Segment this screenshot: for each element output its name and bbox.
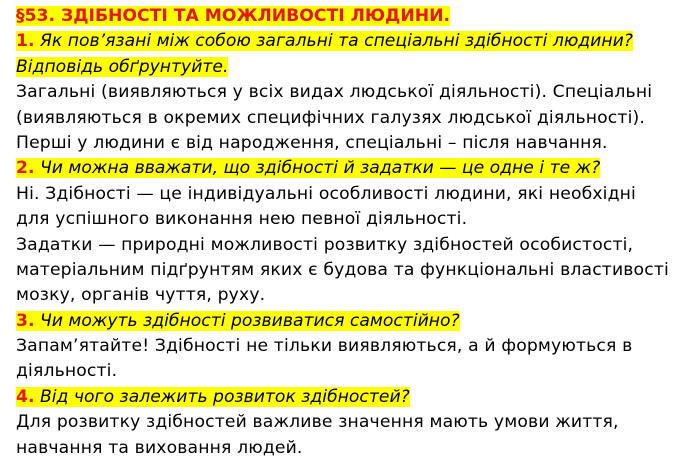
answer-line: Для розвитку здібностей важливе значення мають умови життя,	[16, 412, 619, 433]
question-line	[16, 55, 681, 80]
question-line	[16, 29, 681, 54]
question-highlight	[16, 311, 460, 331]
question-line	[16, 385, 681, 410]
question-block-2	[16, 156, 681, 308]
answer-line: (виявляються в окремих специфічних галузях людської діяльності).	[16, 107, 645, 128]
question-highlight	[16, 31, 633, 51]
question-block-1	[16, 29, 681, 156]
question-highlight	[16, 158, 600, 178]
question-line	[16, 309, 681, 334]
question-block-3	[16, 309, 681, 385]
answer-line: Загальні (виявляються у всіх видах людської діяльності). Спеціальні	[16, 82, 653, 103]
section-title: §53. ЗДІБНОСТІ ТА МОЖЛИВОСТІ ЛЮДИНИ.	[16, 6, 451, 26]
question-text: Відповідь обґрунтуйте.	[16, 56, 229, 77]
question-text: Чи можуть здібності розвиватися самостійно?	[34, 310, 460, 331]
answer-line: Запам’ятайте! Здібності не тільки виявляються, а й формуються в	[16, 336, 633, 357]
answer-line: Задатки — природні можливості розвитку здібностей особистості,	[16, 234, 634, 255]
question-number: 2.	[16, 158, 35, 179]
question-text: Як пов’язані між собою загальні та спеціальні здібності людини?	[34, 31, 633, 52]
question-block-4	[16, 385, 681, 461]
answer-line: для успішного виконання нею певної діяльності.	[16, 209, 468, 230]
question-number: 3.	[16, 310, 35, 331]
answer-line: Ні. Здібності — це індивідуальні особливості людини, які необхідні	[16, 183, 636, 204]
answer-line: Перші у людини є від народження, спеціальні – після навчання.	[16, 132, 608, 153]
question-number: 4.	[16, 386, 35, 407]
question-text: Від чого залежить розвиток здібностей?	[34, 386, 410, 407]
answer-line: діяльності.	[16, 361, 118, 382]
title-line	[16, 4, 681, 29]
question-line	[16, 156, 681, 181]
question-highlight	[16, 387, 410, 407]
answer-line: матеріальним підґрунтям яких є будова та функціональні властивості	[16, 259, 669, 280]
question-text: Чи можна вважати, що здібності й задатки — це одне і те ж?	[34, 158, 601, 179]
answer-line: мозку, органів чуття, руху.	[16, 285, 266, 306]
question-number: 1.	[16, 31, 35, 52]
answer-line: навчання та виховання людей.	[16, 437, 303, 458]
